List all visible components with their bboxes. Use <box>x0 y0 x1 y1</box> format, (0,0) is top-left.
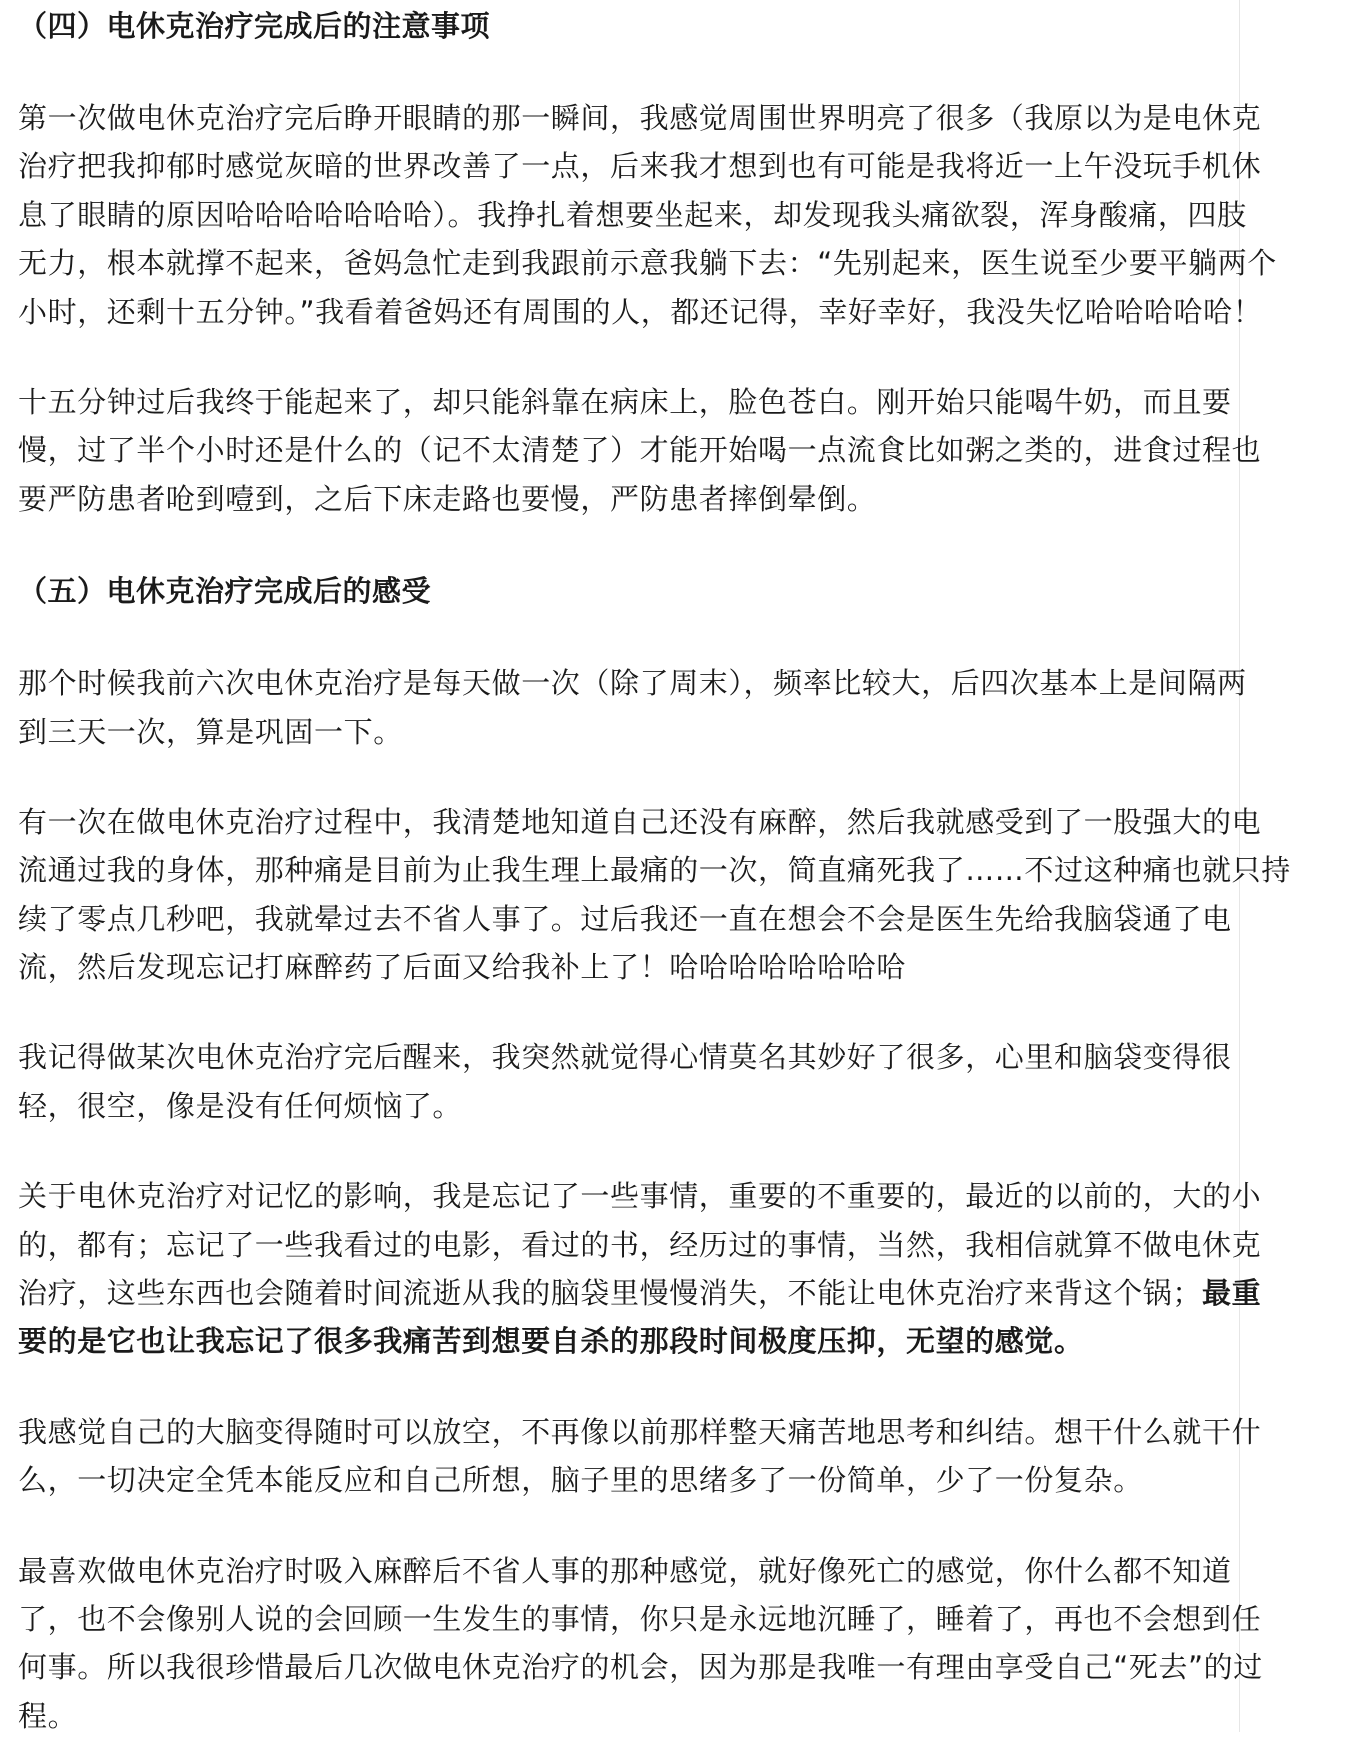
text-line: 我记得做某次电休克治疗完后醒来，我突然就觉得心情莫名其妙好了很多，心里和脑袋变得很 <box>18 1040 1232 1075</box>
text-line: 轻，很空，像是没有任何烦恼了。 <box>18 1088 463 1123</box>
text-line: 到三天一次，算是巩固一下。 <box>18 714 403 749</box>
text-line: 十五分钟过后我终于能起来了，却只能斜靠在病床上，脸色苍白。刚开始只能喝牛奶，而且要 <box>18 384 1232 419</box>
section-4-heading: （四）电休克治疗完成后的注意事项 <box>18 9 491 43</box>
section-4-paragraph-1 <box>18 94 1318 336</box>
text-line: 续了零点几秒吧，我就晕过去不省人事了。过后我还一直在想会不会是医生先给我脑袋通了电 <box>18 901 1232 936</box>
text-line: 那个时候我前六次电休克治疗是每天做一次（除了周末），频率比较大，后四次基本上是间隔两 <box>18 666 1247 701</box>
text-line: 流，然后发现忘记打麻醉药了后面又给我补上了！哈哈哈哈哈哈哈哈 <box>18 950 907 985</box>
section-5-paragraph-5 <box>18 1408 1318 1505</box>
section-5-paragraph-4 <box>18 1172 1318 1366</box>
bold-emphasis: 最重 <box>1202 1276 1262 1311</box>
text-line: 了，也不会像别人说的会回顾一生发生的事情，你只是永远地沉睡了，睡着了，再也不会想到任 <box>18 1601 1262 1636</box>
text-line: 最喜欢做电休克治疗时吸入麻醉后不省人事的那种感觉，就好像死亡的感觉，你什么都不知道 <box>18 1553 1232 1588</box>
text-line: 小时，还剩十五分钟。”我看着爸妈还有周围的人，都还记得，幸好幸好，我没失忆哈哈哈哈哈！ <box>18 294 1263 329</box>
text-line: 程。 <box>18 1698 78 1733</box>
text-line: 息了眼睛的原因哈哈哈哈哈哈哈）。我挣扎着想要坐起来，却发现我头痛欲裂，浑身酸痛，四肢 <box>18 197 1247 232</box>
section-5-paragraph-2 <box>18 798 1318 992</box>
text-line: 么，一切决定全凭本能反应和自己所想，脑子里的思绪多了一份简单，少了一份复杂。 <box>18 1463 1143 1498</box>
text-line: 有一次在做电休克治疗过程中，我清楚地知道自己还没有麻醉，然后我就感受到了一股强大的电 <box>18 804 1262 839</box>
section-5-paragraph-6 <box>18 1547 1318 1740</box>
text-line: 第一次做电休克治疗完后睁开眼睛的那一瞬间，我感觉周围世界明亮了很多（我原以为是电休克 <box>18 101 1262 135</box>
text-line: 无力，根本就撑不起来，爸妈急忙走到我跟前示意我躺下去：“先别起来，医生说至少要平躺两个 <box>18 246 1277 281</box>
text-line: 我感觉自己的大脑变得随时可以放空，不再像以前那样整天痛苦地思考和纠结。想干什么就干什 <box>18 1414 1262 1449</box>
section-5-paragraph-1 <box>18 659 1318 756</box>
text-line: 何事。所以我很珍惜最后几次做电休克治疗的机会，因为那是我唯一有理由享受自己“死去”的过 <box>18 1650 1263 1685</box>
section-4-paragraph-2 <box>18 378 1318 523</box>
bold-emphasis: 要的是它也让我忘记了很多我痛苦到想要自杀的那段时间极度压抑，无望的感觉。 <box>18 1324 1084 1359</box>
text-line: 要严防患者呛到噎到，之后下床走路也要慢，严防患者摔倒晕倒。 <box>18 481 877 516</box>
text-line <box>18 1269 1318 1317</box>
text-line: 慢，过了半个小时还是什么的（记不太清楚了）才能开始喝一点流食比如粥之类的，进食过程也 <box>18 433 1262 468</box>
text-line: 治疗把我抑郁时感觉灰暗的世界改善了一点，后来我才想到也有可能是我将近一上午没玩手机休 <box>18 149 1262 184</box>
text-line: 流通过我的身体，那种痛是目前为止我生理上最痛的一次，简直痛死我了……不过这种痛也就只持 <box>18 853 1291 888</box>
section-5-paragraph-3 <box>18 1033 1318 1130</box>
text-line: 关于电休克治疗对记忆的影响，我是忘记了一些事情，重要的不重要的，最近的以前的，大的小 <box>18 1179 1262 1214</box>
section-5-heading: （五）电休克治疗完成后的感受 <box>18 574 432 609</box>
text-line: 的，都有；忘记了一些我看过的电影，看过的书，经历过的事情，当然，我相信就算不做电休克 <box>18 1227 1262 1262</box>
article-body <box>18 0 1318 1740</box>
text-run: 治疗，这些东西也会随着时间流逝从我的脑袋里慢慢消失，不能让电休克治疗来背这个锅； <box>18 1276 1203 1311</box>
